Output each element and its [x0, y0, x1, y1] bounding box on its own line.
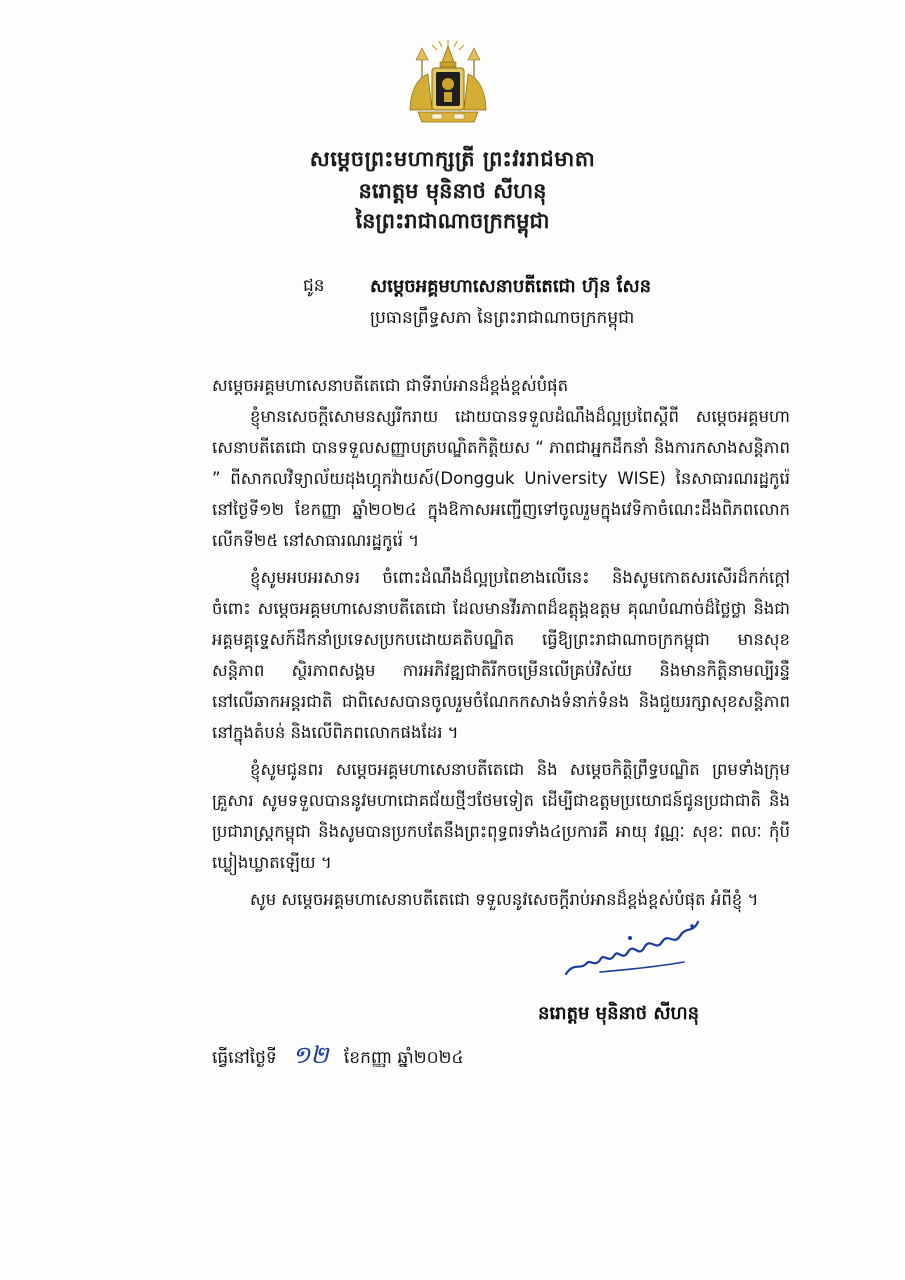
letter-body — [212, 370, 790, 921]
header-royal-title: សម្តេចព្រះមហាក្សត្រី ព្រះវររាជមាតា — [309, 147, 596, 171]
recipient-label: ជូន — [303, 276, 325, 296]
closing-line: សូម សម្តេចអគ្គមហាសេនាបតីតេជោ ទទួលនូវសេចក្តីរាប់អានដ៏ខ្ពង់ខ្ពស់បំផុត អំពីខ្ញុំ ។ — [250, 890, 759, 909]
royal-coat-of-arms-icon — [402, 40, 494, 128]
header-kingdom: នៃព្រះរាជាណាចក្រកម្ពុជា — [355, 209, 550, 233]
date-day: ១២ — [292, 1041, 329, 1069]
recipient-title: ប្រធានព្រឹទ្ធសភា នៃព្រះរាជាណាចក្រកម្ពុជា — [370, 308, 635, 328]
date-line — [212, 1040, 464, 1075]
paragraph-praise: ខ្ញុំសូមអបអរសាទរ ចំពោះដំណឹងដ៏ល្អប្រពៃខាងលើនេះ និងសូមកោតសរសើរដ៏កក់ក្តៅចំពោះ សម្តេចអគ្គមហាសេនាបតីតេជោ ដែលមានវីរភាពដ៏ឧត្តុង្គឧត្តម គុណបំណាច់ដ៏ថ្លៃថ្លា និងជាអគ្គមគ្គុទ្ទេសក៍ដឹកនាំប្រទេសប្រកបដោយគតិបណ្ឌិត ធ្វើឱ្យព្រះរាជាណាចក្រកម្ពុជា មានសុខសន្តិភាព ស្ថិរភាពសង្គម ការអភិវឌ្ឍជាតិរីកចម្រើនលើគ្រប់វិស័យ និងមានកិត្តិនាមល្បីរន្ទឺនៅលើឆាកអន្តរជាតិ ជាពិសេសបានចូលរួមចំណែកកសាងទំនាក់ទំនង និងជួយរក្សាសុខសន្តិភាព នៅក្នុងតំបន់ និងលើពិភពលោកផងដែរ ។ — [212, 568, 790, 742]
date-prefix: ធ្វើនៅថ្ងៃទី — [212, 1048, 277, 1068]
paragraph-wishes: ខ្ញុំសូមជូនពរ សម្តេចអគ្គមហាសេនាបតីតេជោ និង សម្តេចកិត្តិព្រឹទ្ធបណ្ឌិត ព្រមទាំងក្រុមគ្រួសារ សូមទទួលបាននូវមហាជោគជ័យថ្មីៗថែមទៀត ដើម្បីជាឧត្តមប្រយោជន៍ជូនប្រជាជាតិ និងប្រជារាស្ត្រកម្ពុជា និងសូមបានប្រកបតែនឹងព្រះពុទ្ធពរទាំង៤ប្រការគឺ អាយុ វណ្ណៈ សុខៈ ពលៈ កុំបីឃ្លៀងឃ្លាតឡើយ ។ — [212, 760, 790, 872]
paragraph-congratulation: ខ្ញុំមានសេចក្តីសោមនស្សរីករាយ ដោយបានទទួលដំណឹងដ៏ល្អប្រពៃស្តីពី សម្តេចអគ្គមហាសេនាបតីតេជោ បានទទួលសញ្ញាបត្របណ្ឌិតកិត្តិយស “ ភាពជាអ្នកដឹកនាំ និងការកសាងសន្តិភាព ” ពីសាកលវិទ្យាល័យដុងហ្គុកវ៉ាយស៍(Dongguk University WISE) នៃសាធារណរដ្ឋកូរ៉េ នៅថ្ងៃទី១២ ខែកញ្ញា ឆ្នាំ២០២៤ ក្នុងឱកាសអញ្ជើញទៅចូលរួមក្នុងវេទិកាចំណេះដឹងពិភពលោក លើកទី២៥ នៅសាធារណរដ្ឋកូរ៉េ ។ — [212, 407, 790, 550]
recipient-name: សម្តេចអគ្គមហាសេនាបតីតេជោ ហ៊ុន សែន — [370, 276, 652, 297]
header-royal-name: នរោត្តម មុនិនាថ សីហនុ — [358, 179, 547, 203]
salutation: សម្តេចអគ្គមហាសេនាបតីតេជោ ជាទីរាប់អានដ៏ខ្ពង់ខ្ពស់បំផុត — [212, 376, 569, 395]
handwritten-signature-icon — [560, 912, 710, 992]
signer-name: នរោត្តម មុនិនាថ សីហនុ — [538, 1003, 700, 1024]
date-suffix: ខែកញ្ញា ឆ្នាំ២០២៤ — [343, 1048, 464, 1068]
